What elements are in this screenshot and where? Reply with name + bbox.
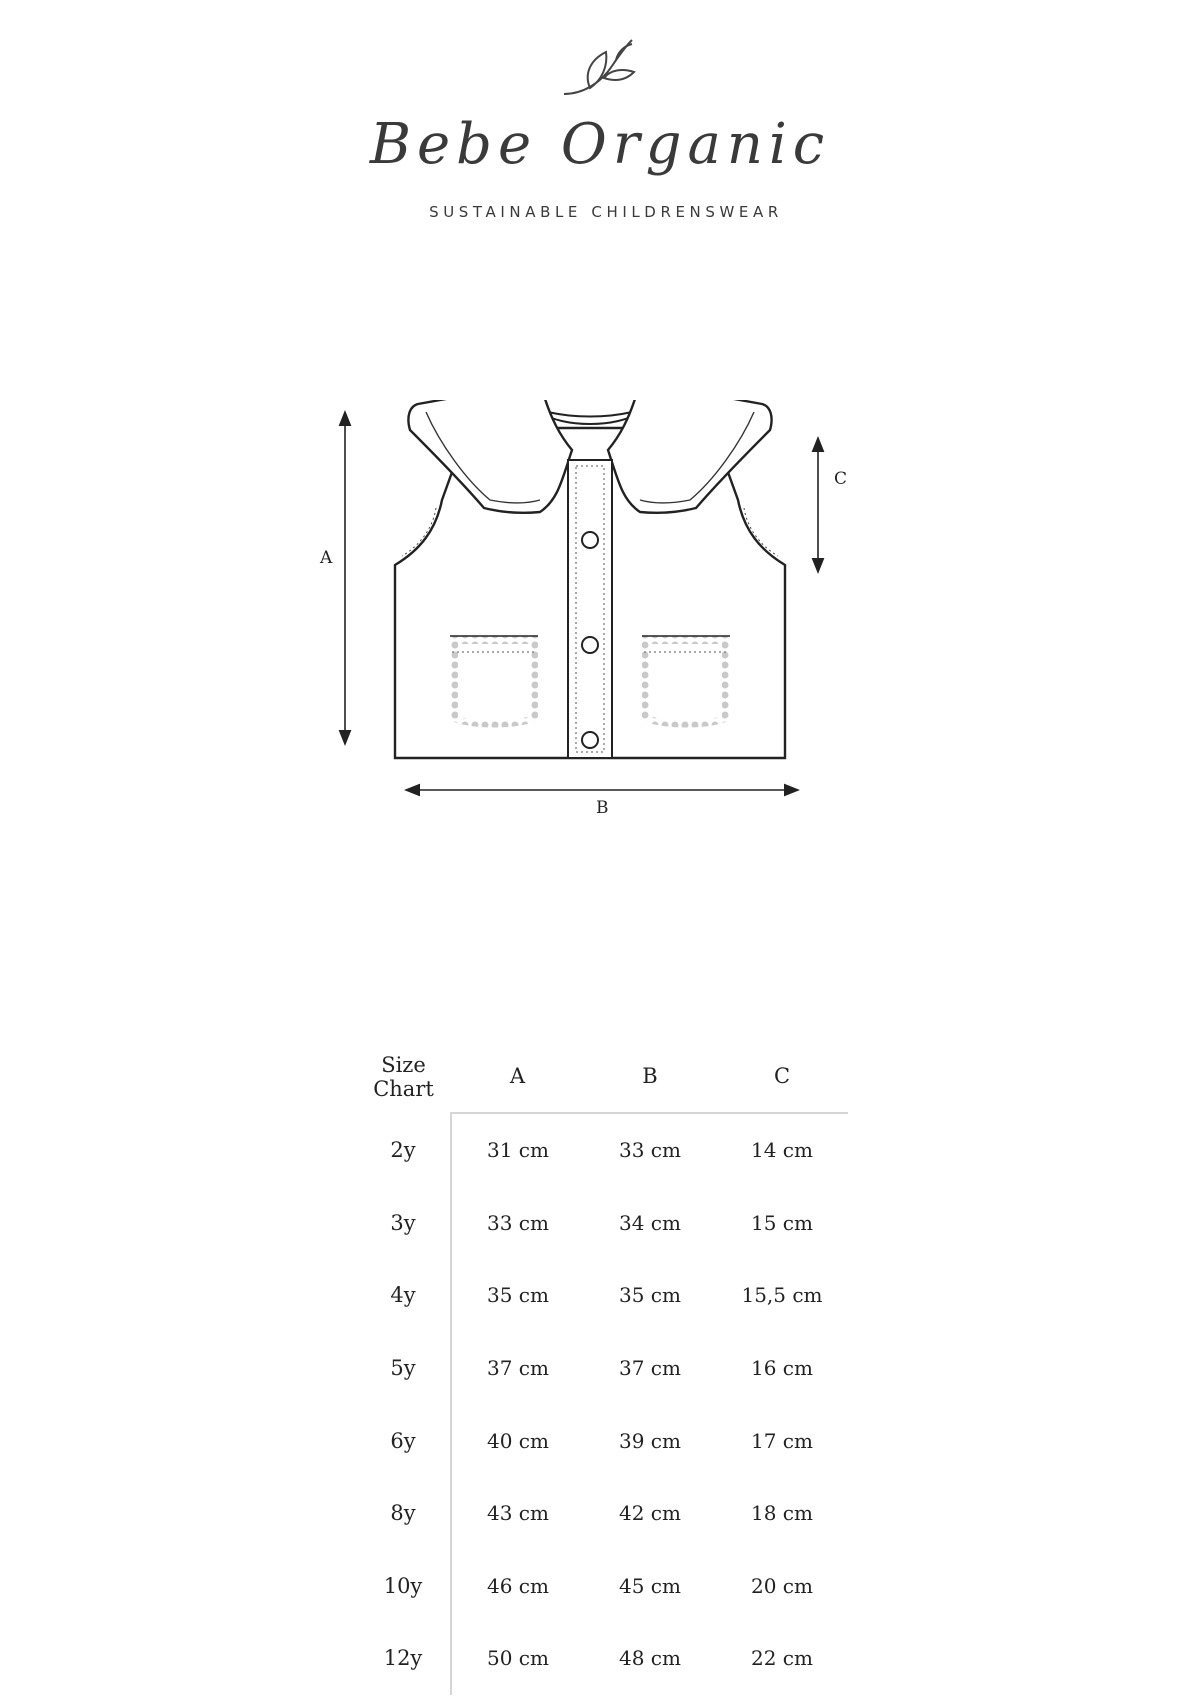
table-row: [356, 1622, 848, 1695]
size-label: 8y: [356, 1477, 451, 1550]
column-header-c: C: [716, 1040, 848, 1113]
measurement-a: 46 cm: [487, 1573, 549, 1598]
measurement-c: 17 cm: [751, 1428, 813, 1453]
measurement-a: 31 cm: [487, 1138, 549, 1163]
dimension-a-label: A: [320, 548, 333, 568]
button: [582, 637, 598, 653]
size-chart-corner-label: [356, 1040, 451, 1113]
size-label: 6y: [356, 1404, 451, 1477]
measurement-c: 18 cm: [751, 1501, 813, 1526]
measurement-a: 40 cm: [487, 1428, 549, 1453]
button: [582, 732, 598, 748]
table-row: [356, 1187, 848, 1260]
table-row: [356, 1404, 848, 1477]
measurement-b: 35 cm: [619, 1283, 681, 1308]
leaf-sprig-icon: [560, 38, 650, 100]
collar-right: [608, 400, 772, 513]
brand-tagline: SUSTAINABLE CHILDRENSWEAR: [429, 203, 783, 221]
measurement-b: 33 cm: [619, 1138, 681, 1163]
size-label: 10y: [356, 1550, 451, 1623]
table-row: [356, 1550, 848, 1623]
measurement-c: 15,5 cm: [741, 1283, 823, 1308]
brand-name: Bebe Organic: [369, 112, 831, 177]
size-chart-table: [356, 1040, 848, 1695]
size-label: 2y: [356, 1113, 451, 1187]
measurement-b: 48 cm: [619, 1646, 681, 1671]
measurement-a: 37 cm: [487, 1356, 549, 1381]
collar-left: [408, 400, 572, 513]
size-label: 5y: [356, 1332, 451, 1405]
measurement-a: 43 cm: [487, 1501, 549, 1526]
measurement-b: 45 cm: [619, 1573, 681, 1598]
measurement-b: 39 cm: [619, 1428, 681, 1453]
size-label: 3y: [356, 1187, 451, 1260]
size-label: 4y: [356, 1259, 451, 1332]
button: [582, 532, 598, 548]
table-row: [356, 1332, 848, 1405]
measurement-c: 22 cm: [751, 1646, 813, 1671]
pocket-left: [450, 636, 538, 728]
measurement-c: 14 cm: [751, 1138, 813, 1163]
dimension-b-label: B: [596, 798, 609, 818]
measurement-c: 20 cm: [751, 1573, 813, 1598]
measurement-b: 34 cm: [619, 1210, 681, 1235]
dimension-c-label: C: [834, 469, 848, 489]
vest-diagram: [300, 400, 860, 920]
corner-label-line1: Size: [381, 1052, 426, 1077]
size-chart-header-row: [356, 1040, 848, 1113]
column-header-b: B: [584, 1040, 716, 1113]
table-row: [356, 1259, 848, 1332]
button-placket: [568, 460, 612, 758]
measurement-c: 15 cm: [751, 1210, 813, 1235]
column-header-a: A: [451, 1040, 584, 1113]
measurement-b: 37 cm: [619, 1356, 681, 1381]
measurement-b: 42 cm: [619, 1501, 681, 1526]
table-row: [356, 1477, 848, 1550]
measurement-c: 16 cm: [751, 1356, 813, 1381]
measurement-a: 50 cm: [487, 1646, 549, 1671]
table-row: [356, 1113, 848, 1187]
measurement-a: 33 cm: [487, 1210, 549, 1235]
corner-label-line2: Chart: [373, 1076, 434, 1101]
pocket-right: [642, 636, 730, 728]
size-label: 12y: [356, 1622, 451, 1695]
measurement-a: 35 cm: [487, 1283, 549, 1308]
